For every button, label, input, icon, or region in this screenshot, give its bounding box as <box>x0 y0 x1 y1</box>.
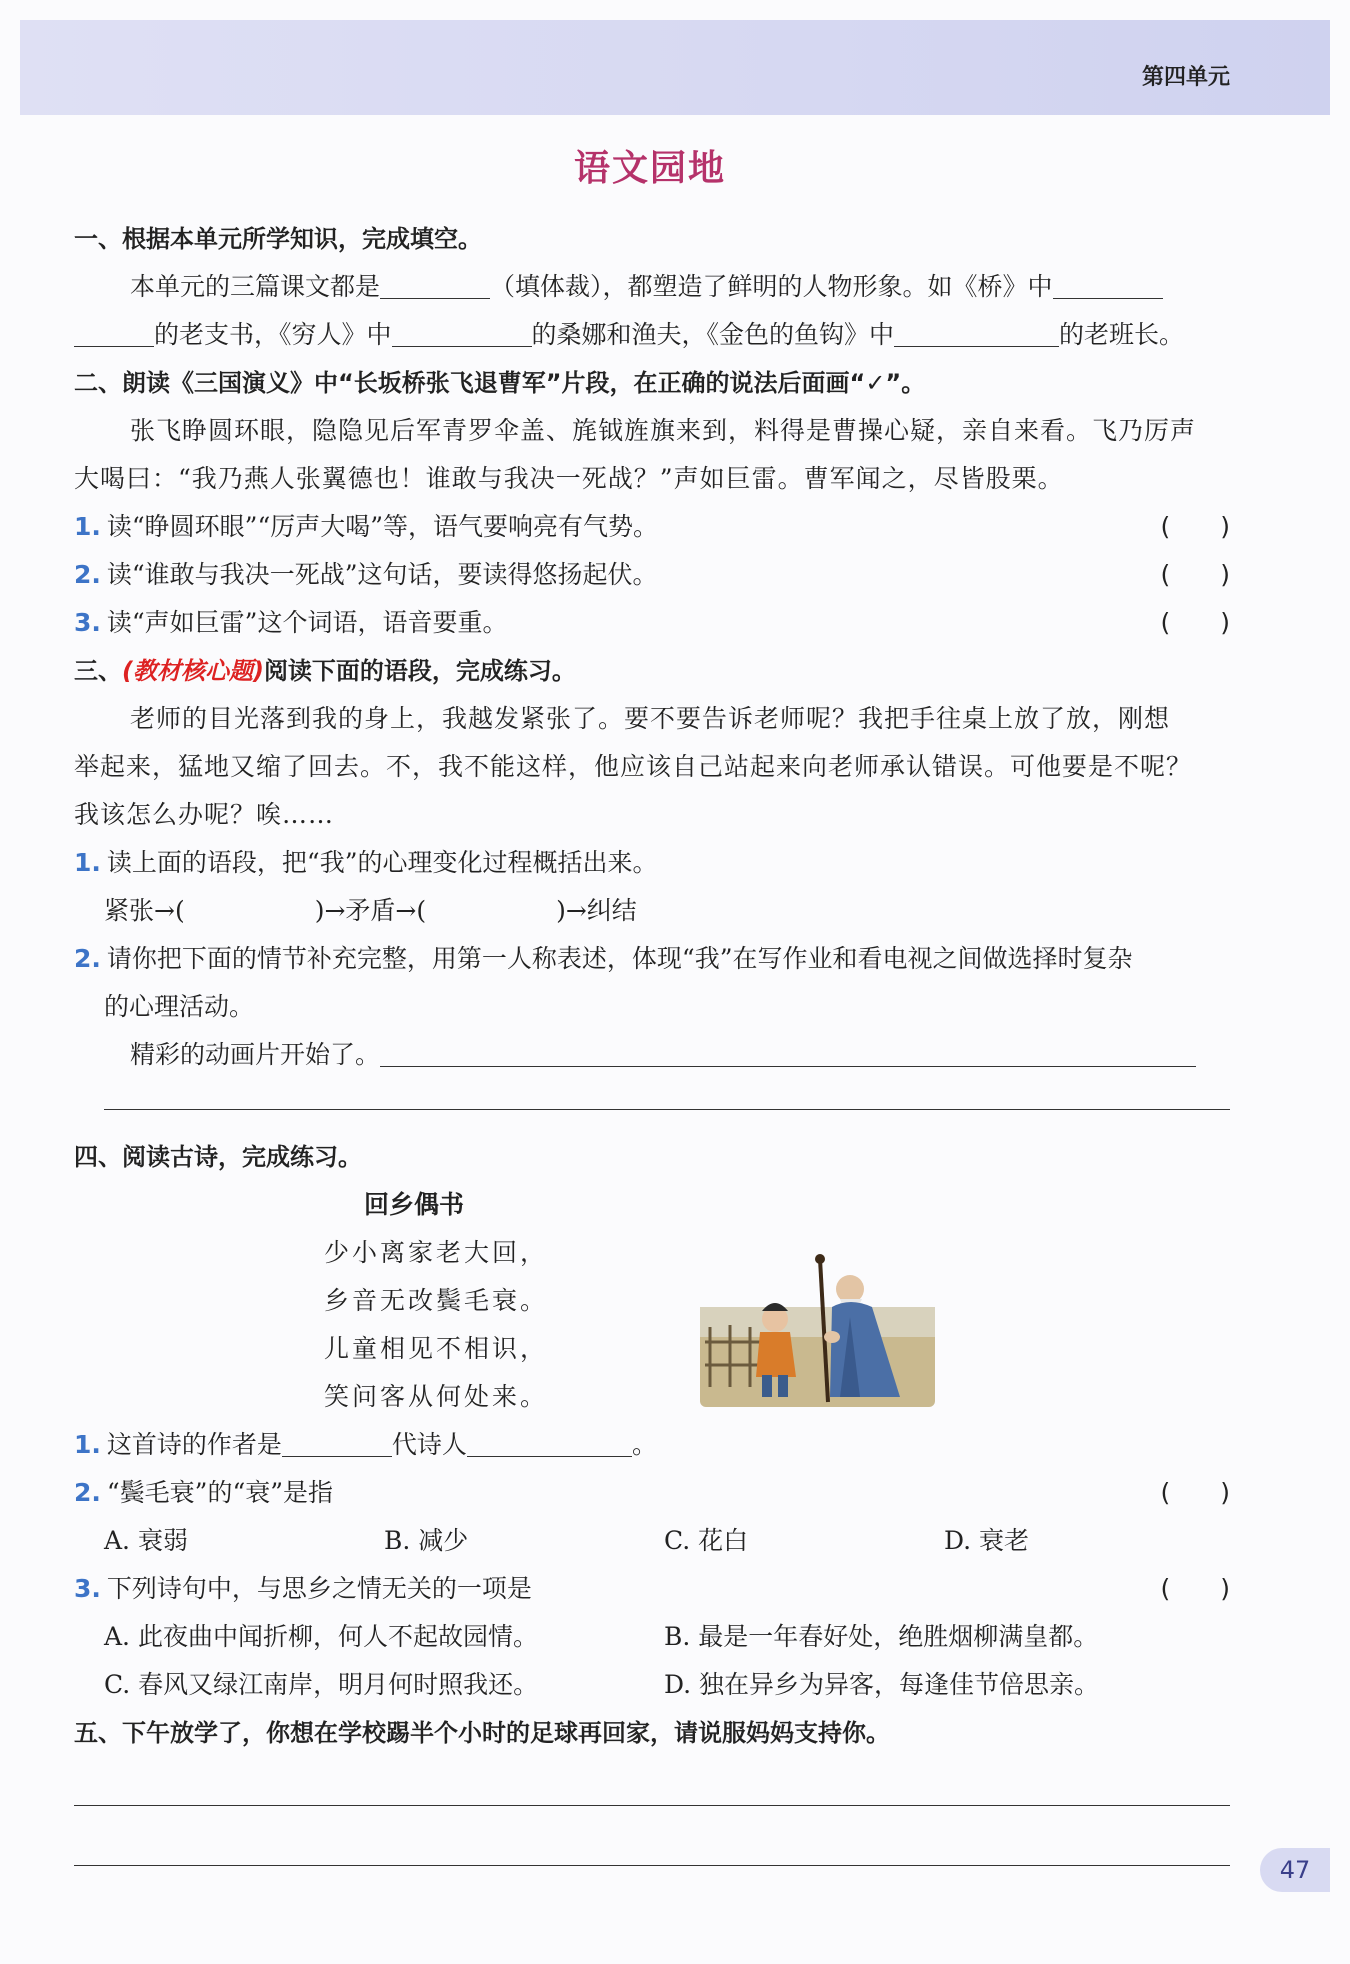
s4-question-1: 1. 这首诗的作者是 代诗人 。 <box>74 1421 1230 1469</box>
s4-q3-options-row2 <box>74 1661 1230 1709</box>
hook-blank[interactable] <box>894 316 1059 347</box>
writing-line-2-row <box>74 1079 1230 1127</box>
option-b[interactable]: B. 最是一年春好处，绝胜烟柳满皇都。 <box>664 1622 1099 1651</box>
section-5-heading: 五、下午放学了，你想在学校踢半个小时的足球再回家，请说服妈妈支持你。 <box>74 1719 890 1747</box>
writing-start: 精彩的动画片开始了。 <box>74 1031 1230 1079</box>
poem-illustration <box>700 1247 935 1407</box>
s4-q3-options-row1 <box>74 1613 1230 1661</box>
bridge-blank-cont[interactable] <box>74 316 154 347</box>
writing-line-1[interactable] <box>380 1036 1196 1067</box>
unit-label: 第四单元 <box>1141 65 1230 90</box>
poem-title: 回乡偶书 <box>364 1190 465 1219</box>
answer-line-1[interactable] <box>74 1757 1230 1806</box>
s3-passage-line-1: 老师的目光落到我的身上，我越发紧张了。要不要告诉老师呢？我把手往桌上放了放，刚想 <box>130 704 1171 733</box>
bridge-blank[interactable] <box>1053 268 1163 299</box>
section-4-heading: 四、阅读古诗，完成练习。 <box>74 1143 362 1171</box>
option-c[interactable]: C. 花白 <box>664 1526 749 1555</box>
s3-passage-line-3: 我该怎么办呢？唉…… <box>74 800 335 829</box>
page-number: 47 <box>1260 1848 1330 1892</box>
dynasty-blank[interactable] <box>282 1426 392 1457</box>
poet-blank[interactable] <box>467 1426 632 1457</box>
s3-passage-line-2: 举起来，猛地又缩了回去。不，我不能这样，他应该自己站起来向老师承认错误。可他要是不呢？ <box>74 752 1193 781</box>
option-a[interactable]: A. 衰弱 <box>104 1526 188 1555</box>
option-d[interactable]: D. 独在异乡为异客，每逢佳节倍思亲。 <box>664 1670 1100 1699</box>
emotion-chain: 紧张→( )→矛盾→( )→纠结 <box>104 896 637 925</box>
s1-line-2: 的老支书，《穷人》中 的桑娜和渔夫，《金色的鱼钩》中 的老班长。 <box>74 311 1230 359</box>
answer-paren[interactable]: ( ) <box>1160 608 1230 637</box>
option-b[interactable]: B. 减少 <box>384 1526 469 1555</box>
page-title: 语文园地 <box>573 148 726 189</box>
poem-line: 儿童相见不相识， <box>324 1334 549 1363</box>
s2-question-2: 2. 读“谁敢与我决一死战”这句话，要读得悠扬起伏。 ( ) <box>74 551 1230 599</box>
option-d[interactable]: D. 衰老 <box>944 1526 1030 1555</box>
section-1-heading: 一、根据本单元所学知识，完成填空。 <box>74 225 482 253</box>
answer-paren[interactable]: ( ) <box>1160 1574 1230 1603</box>
s3-question-2: 2. 请你把下面的情节补充完整，用第一人称表述，体现“我”在写作业和看电视之间做选择时复杂 <box>74 944 1133 973</box>
s3-question-1: 1. 读上面的语段，把“我”的心理变化过程概括出来。 <box>74 848 658 877</box>
s4-question-2: 2. “鬓毛衰”的“衰”是指 ( ) <box>74 1469 1230 1517</box>
genre-blank[interactable] <box>380 268 490 299</box>
section-3-heading: 三、(教材核心题)阅读下面的语段，完成练习。 <box>74 657 576 685</box>
s2-question-1: 1. 读“睁圆环眼”“厉声大喝”等，语气要响亮有气势。 ( ) <box>74 503 1230 551</box>
s3-question-2-cont: 的心理活动。 <box>104 992 255 1021</box>
writing-line-2[interactable] <box>104 1079 1230 1110</box>
core-question-tag: (教材核心题) <box>122 657 264 685</box>
s2-question-3: 3. 读“声如巨雷”这个词语，语音要重。 ( ) <box>74 599 1230 647</box>
option-c[interactable]: C. 春风又绿江南岸，明月何时照我还。 <box>104 1670 539 1699</box>
poem-line: 笑问客从何处来。 <box>324 1382 549 1411</box>
poem-line: 少小离家老大回， <box>324 1238 549 1267</box>
answer-line-2[interactable] <box>74 1817 1230 1866</box>
option-a[interactable]: A. 此夜曲中闻折柳，何人不起故园情。 <box>104 1622 538 1651</box>
answer-paren[interactable]: ( ) <box>1160 512 1230 541</box>
section-2-heading: 二、朗读《三国演义》中“长坂桥张飞退曹军”片段，在正确的说法后面画“✓”。 <box>74 369 926 397</box>
header-band <box>20 20 1330 115</box>
s2-passage-line-2: 大喝曰：“我乃燕人张翼德也！谁敢与我决一死战？”声如巨雷。曹军闻之，尽皆股栗。 <box>74 464 1064 493</box>
answer-paren[interactable]: ( ) <box>1160 560 1230 589</box>
s4-q2-options <box>74 1517 1230 1565</box>
s4-question-3: 3. 下列诗句中，与思乡之情无关的一项是 ( ) <box>74 1565 1230 1613</box>
poem-line: 乡音无改鬓毛衰。 <box>324 1286 549 1315</box>
worksheet <box>74 215 1230 1877</box>
answer-paren[interactable]: ( ) <box>1160 1478 1230 1507</box>
s1-line-1: 本单元的三篇课文都是 （填体裁），都塑造了鲜明的人物形象。如《桥》中 <box>74 263 1230 311</box>
s2-passage-line-1: 张飞睁圆环眼，隐隐见后军青罗伞盖、旄钺旌旗来到，料得是曹操心疑，亲自来看。飞乃厉声 <box>130 416 1197 445</box>
poor-blank[interactable] <box>392 316 532 347</box>
